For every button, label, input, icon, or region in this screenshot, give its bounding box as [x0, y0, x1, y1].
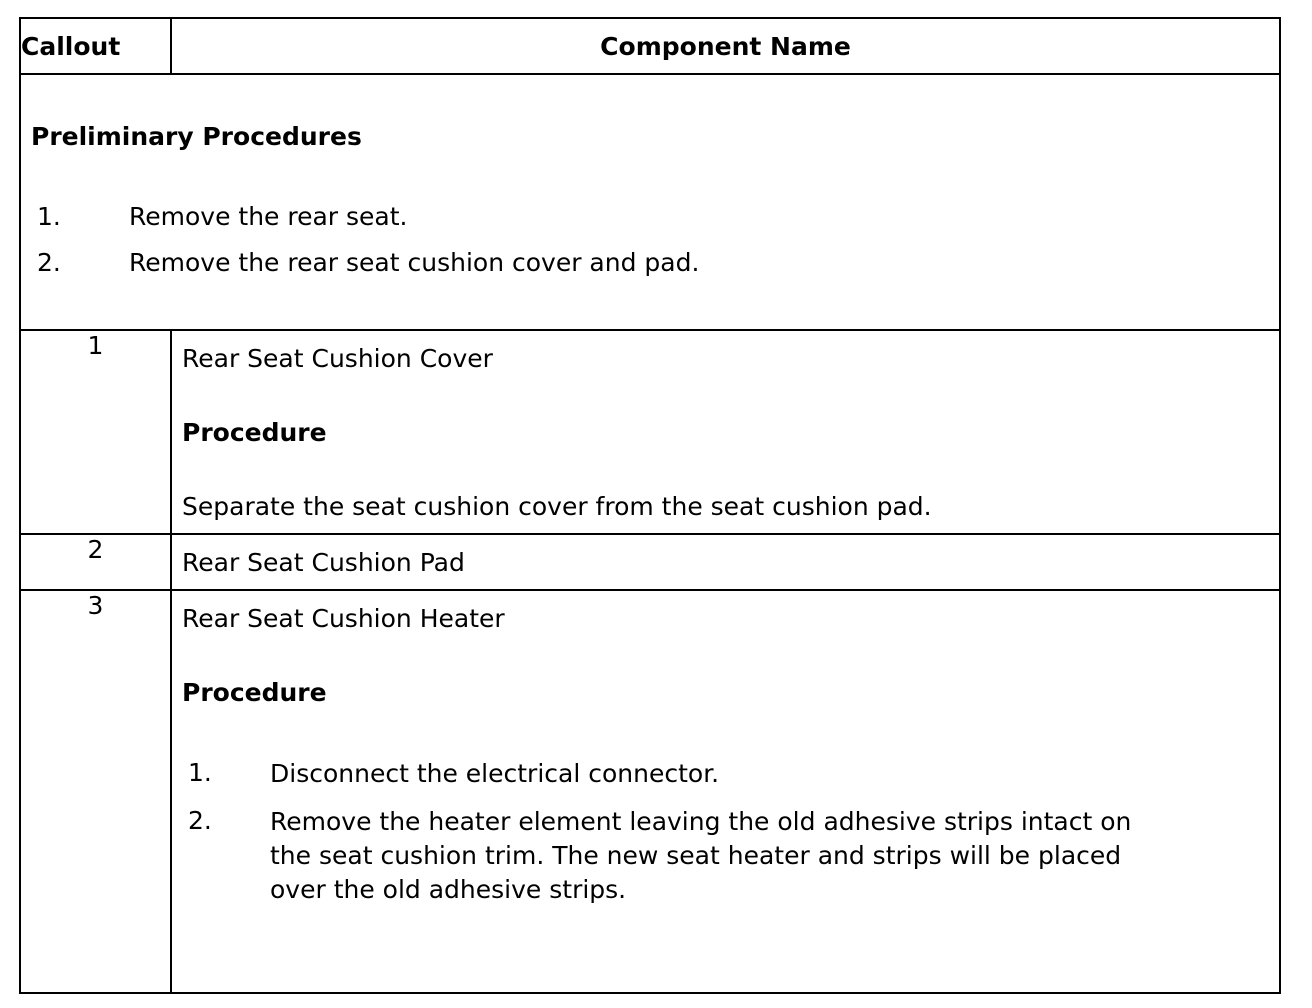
component-name: Rear Seat Cushion Cover — [182, 344, 493, 373]
step-number: 2. — [188, 806, 212, 835]
preliminary-title: Preliminary Procedures — [31, 122, 362, 151]
callout-number: 1 — [20, 330, 171, 534]
header-component-name: Component Name — [171, 18, 1280, 74]
table-row — [20, 534, 1280, 590]
component-cell — [171, 590, 1280, 993]
preliminary-steps — [37, 201, 1269, 293]
preliminary-row — [20, 74, 1280, 330]
preliminary-step — [37, 247, 1269, 279]
step-text: Remove the rear seat cushion cover and pad. — [129, 248, 700, 277]
step-number: 1. — [188, 758, 212, 787]
table-row — [20, 590, 1280, 993]
component-cell — [171, 330, 1280, 534]
preliminary-step — [37, 201, 1269, 233]
procedure-label: Procedure — [182, 678, 327, 707]
table-header-row — [20, 18, 1280, 74]
component-table — [19, 17, 1281, 994]
procedure-text: Separate the seat cushion cover from the seat cushion pad. — [182, 492, 932, 521]
header-callout: Callout — [20, 18, 171, 74]
component-cell — [171, 534, 1280, 590]
procedure-label: Procedure — [182, 418, 327, 447]
step-text: Disconnect the electrical connector. — [270, 759, 720, 788]
callout-number: 3 — [20, 590, 171, 993]
step-text: Remove the rear seat. — [129, 202, 408, 231]
table-row — [20, 330, 1280, 534]
procedure-step — [188, 805, 1168, 907]
preliminary-cell — [20, 74, 1280, 330]
component-name: Rear Seat Cushion Pad — [182, 548, 465, 577]
callout-number: 2 — [20, 534, 171, 590]
component-name: Rear Seat Cushion Heater — [182, 604, 505, 633]
procedure-steps — [182, 757, 1168, 907]
step-number: 1. — [37, 202, 61, 231]
step-number: 2. — [37, 248, 61, 277]
procedure-step — [188, 757, 1168, 791]
step-text: Remove the heater element leaving the old adhesive strips intact on the seat cushion trim. The new seat heater and strips will be placed over the old adhesive strips. — [270, 807, 1132, 904]
